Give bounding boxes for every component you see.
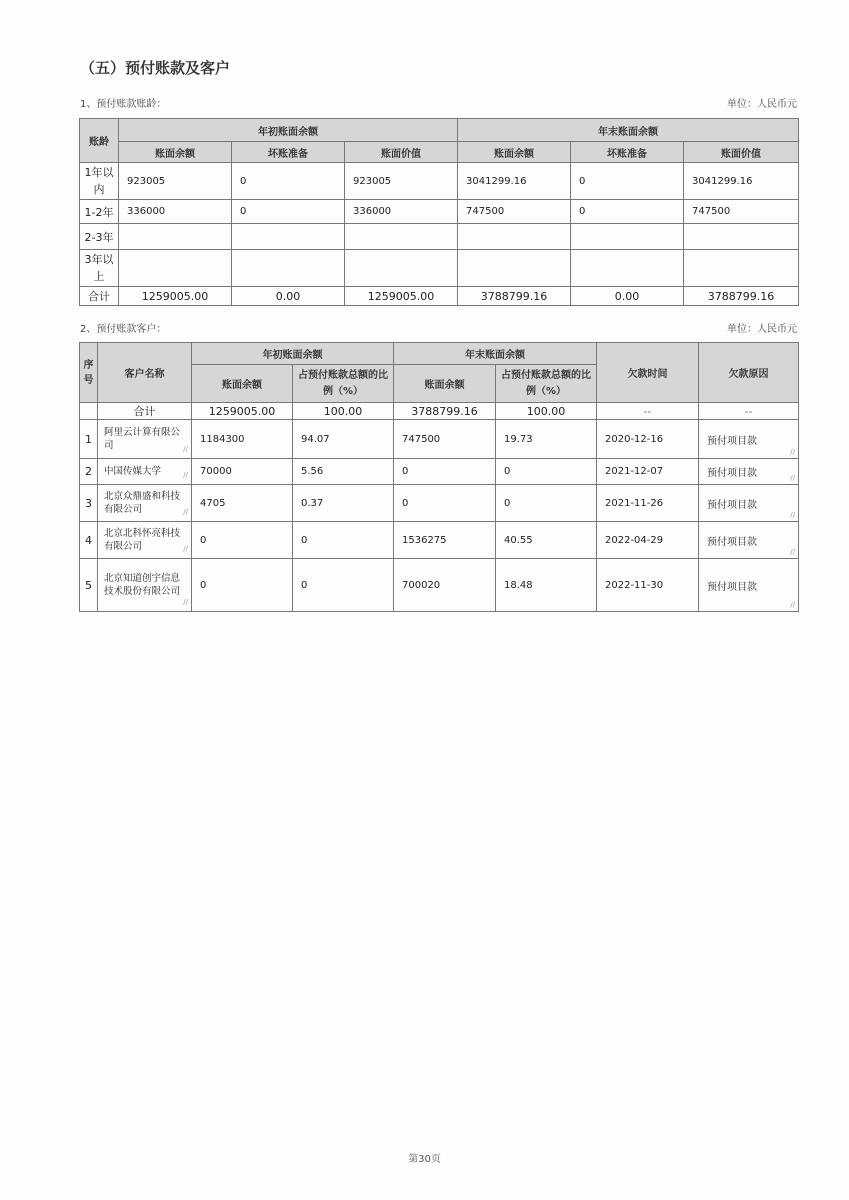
cell: 0 — [293, 522, 394, 559]
table-row — [80, 420, 799, 459]
cell: 0 — [293, 559, 394, 612]
header-closing-amount: 账面余额 — [394, 365, 496, 403]
cell: 1184300 — [192, 420, 293, 459]
header-col: 账面余额 — [458, 142, 571, 163]
reason: 预付项目款 // — [699, 522, 799, 559]
cell: 0 — [571, 163, 684, 200]
cell — [684, 224, 799, 250]
cell: 1536275 — [394, 522, 496, 559]
cell: 1259005.00 — [345, 287, 458, 306]
cell: 4705 — [192, 485, 293, 522]
cell: 747500 — [458, 200, 571, 224]
reason: 预付项目款 // — [699, 459, 799, 485]
cell: 0 — [496, 459, 597, 485]
reason: 预付项目款 // — [699, 420, 799, 459]
cell: 0.00 — [571, 287, 684, 306]
cell: 923005 — [345, 163, 458, 200]
table-row — [80, 485, 799, 522]
cell: 923005 — [119, 163, 232, 200]
header-date: 欠款时间 — [597, 343, 699, 403]
cell: 2021-12-07 — [597, 459, 699, 485]
section-title: （五）预付账款及客户 — [80, 59, 231, 77]
cell: 70000 — [192, 459, 293, 485]
table1-unit: 单位：人民币元 — [727, 99, 797, 110]
cell: 2022-11-30 — [597, 559, 699, 612]
customer-table — [79, 342, 799, 612]
table-row — [80, 250, 799, 287]
cell: 94.07 — [293, 420, 394, 459]
age-label: 1-2年 — [80, 200, 119, 224]
header-opening: 年初账面余额 — [119, 119, 458, 142]
cell: 100.00 — [496, 403, 597, 420]
table-row — [80, 459, 799, 485]
header-col: 账面价值 — [345, 142, 458, 163]
customer-name: 北京众鼎盛和科技有限公司 // — [98, 485, 192, 522]
age-label: 2-3年 — [80, 224, 119, 250]
seq: 5 — [80, 559, 98, 612]
seq: 3 — [80, 485, 98, 522]
customer-name: 中国传媒大学 // — [98, 459, 192, 485]
header-opening-ratio: 占预付账款总额的比例（%） — [293, 365, 394, 403]
cell: 336000 — [345, 200, 458, 224]
cell — [458, 224, 571, 250]
cell: -- — [597, 403, 699, 420]
cell: 0.37 — [293, 485, 394, 522]
cell: 3788799.16 — [394, 403, 496, 420]
cell: -- — [699, 403, 799, 420]
cell: 2022-04-29 — [597, 522, 699, 559]
cell: 700020 — [394, 559, 496, 612]
header-col: 账面价值 — [684, 142, 799, 163]
reason: 预付项目款 // — [699, 559, 799, 612]
cell: 0 — [232, 163, 345, 200]
cell: 19.73 — [496, 420, 597, 459]
table2-unit: 单位：人民币元 — [727, 324, 797, 335]
header-col: 坏账准备 — [232, 142, 345, 163]
cell — [232, 224, 345, 250]
cell — [458, 250, 571, 287]
cell: 336000 — [119, 200, 232, 224]
header-closing: 年末账面余额 — [458, 119, 799, 142]
age-label: 3年以上 — [80, 250, 119, 287]
header-col: 坏账准备 — [571, 142, 684, 163]
header-reason: 欠款原因 — [699, 343, 799, 403]
age-label: 1年以内 — [80, 163, 119, 200]
cell — [119, 250, 232, 287]
cell: 0 — [192, 522, 293, 559]
seq: 4 — [80, 522, 98, 559]
header-seq: 序号 — [80, 343, 98, 403]
cell: 1259005.00 — [119, 287, 232, 306]
header-opening: 年初账面余额 — [192, 343, 394, 365]
cell — [232, 250, 345, 287]
cell: 2020-12-16 — [597, 420, 699, 459]
total-label: 合计 — [98, 403, 192, 420]
header-closing-ratio: 占预付账款总额的比例（%） — [496, 365, 597, 403]
cell: 747500 — [394, 420, 496, 459]
customer-name: 阿里云计算有限公司 // — [98, 420, 192, 459]
customer-name: 北京知道创宇信息技术股份有限公司 // — [98, 559, 192, 612]
cell: 0 — [394, 459, 496, 485]
table-row — [80, 163, 799, 200]
cell — [80, 403, 98, 420]
cell: 0 — [394, 485, 496, 522]
cell: 5.56 — [293, 459, 394, 485]
cell — [345, 224, 458, 250]
cell: 18.48 — [496, 559, 597, 612]
seq: 1 — [80, 420, 98, 459]
customer-name: 北京北科怀亮科技有限公司 // — [98, 522, 192, 559]
table2-caption: 2、预付账款客户： — [80, 324, 167, 335]
cell: 747500 — [684, 200, 799, 224]
seq: 2 — [80, 459, 98, 485]
cell — [684, 250, 799, 287]
table-row — [80, 559, 799, 612]
cell: 2021-11-26 — [597, 485, 699, 522]
header-age: 账龄 — [80, 119, 119, 163]
table1-caption: 1、预付账款账龄： — [80, 99, 167, 110]
cell: 1259005.00 — [192, 403, 293, 420]
aging-table — [79, 118, 799, 306]
reason: 预付项目款 // — [699, 485, 799, 522]
cell — [345, 250, 458, 287]
cell: 0.00 — [232, 287, 345, 306]
cell: 0 — [571, 200, 684, 224]
page-number: 第30页 — [408, 1154, 441, 1165]
header-closing: 年末账面余额 — [394, 343, 597, 365]
table-row — [80, 522, 799, 559]
cell — [119, 224, 232, 250]
cell: 3788799.16 — [684, 287, 799, 306]
table-row — [80, 200, 799, 224]
cell: 0 — [192, 559, 293, 612]
table-row — [80, 224, 799, 250]
total-row — [80, 403, 799, 420]
header-name: 客户名称 — [98, 343, 192, 403]
total-label: 合计 — [80, 287, 119, 306]
cell: 0 — [232, 200, 345, 224]
cell: 40.55 — [496, 522, 597, 559]
header-opening-amount: 账面余额 — [192, 365, 293, 403]
cell: 3041299.16 — [458, 163, 571, 200]
cell: 3041299.16 — [684, 163, 799, 200]
cell: 100.00 — [293, 403, 394, 420]
total-row — [80, 287, 799, 306]
cell: 3788799.16 — [458, 287, 571, 306]
cell — [571, 250, 684, 287]
header-col: 账面余额 — [119, 142, 232, 163]
cell — [571, 224, 684, 250]
cell: 0 — [496, 485, 597, 522]
